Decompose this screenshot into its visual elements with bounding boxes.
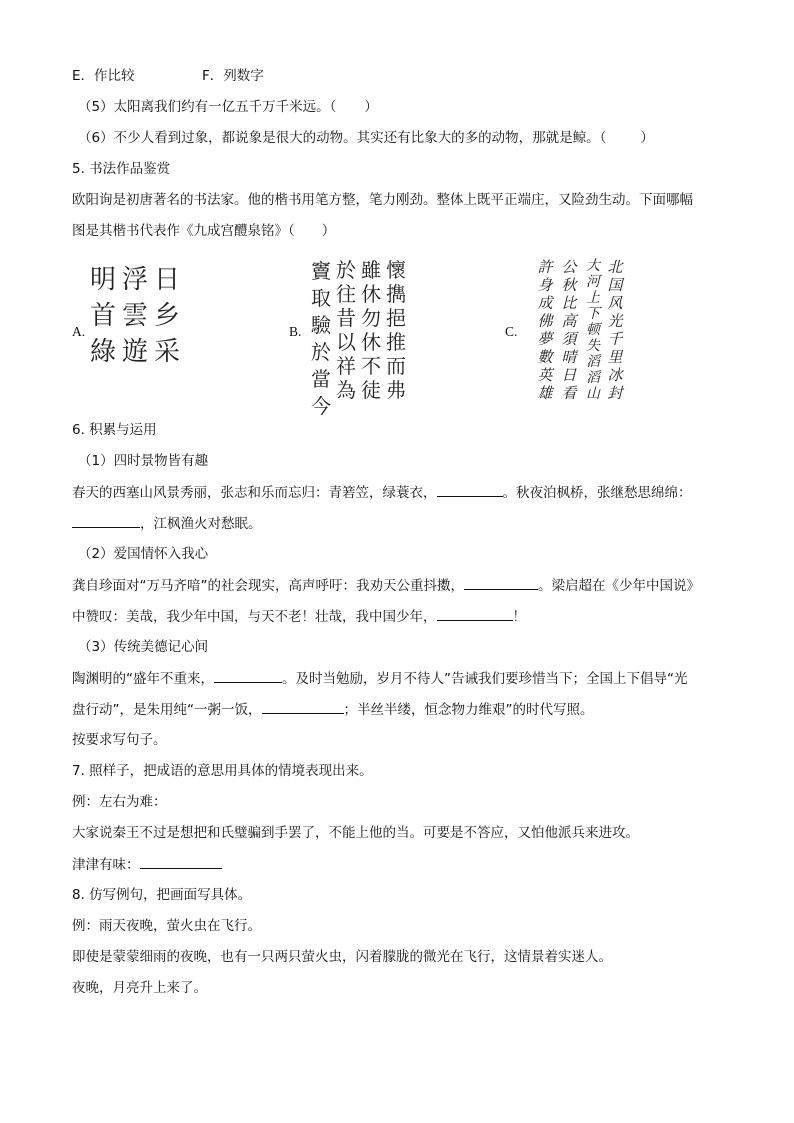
calligraphy-image-b: 懷擕挹推而弗 雖休勿休不徒 於往昔以祥為 竇取驗於當今 xyxy=(311,258,406,418)
q6-section3-line2: 盘行动”，是朱用纯“一粥一饭， ；半丝半缕，恒念物力维艰”的时代写照。 xyxy=(72,699,594,720)
instruction-text: 按要求写句子。 xyxy=(72,732,167,748)
answer-blank[interactable] xyxy=(437,482,503,497)
option-f: F．列数字 xyxy=(202,68,264,84)
q7-example-label: 例：左右为难： xyxy=(72,794,167,810)
q8-task: 夜晚，月亮升上来了。 xyxy=(72,980,207,996)
answer-blank[interactable] xyxy=(214,668,282,683)
question-5-line2: 图是其楷书代表作《九成宫醴泉铭》（ ） xyxy=(72,223,336,239)
q6-section2-line2: 中赞叹：美哉，我少年中国，与天不老！壮哉，我中国少年， ！ xyxy=(72,606,526,627)
answer-blank[interactable] xyxy=(464,575,538,590)
question-8-title: 8. 仿写例句，把画面写具体。 xyxy=(72,887,252,903)
q6-section1-line1: 春天的西塞山风景秀丽，张志和乐而忘归：青箬笠，绿蓑衣， 。秋夜泊枫桥，张继愁思绵绵： xyxy=(72,482,692,503)
q6-section3-line1: 陶渊明的“盛年不重来， 。及时当勉励，岁月不待人”告诫我们要珍惜当下；全国上下倡导“光 xyxy=(72,668,688,689)
q6-section1-line2: ，江枫渔火对愁眠。 xyxy=(72,513,262,534)
question-7-title: 7. 照样子，把成语的意思用具体的情境表现出来。 xyxy=(72,763,373,779)
question-5-title: 5. 书法作品鉴赏 xyxy=(72,161,171,177)
q7-example-text: 大家说秦王不过是想把和氏璧骗到手罢了，不能上他的当。可要是不答应，又怕他派兵来进攻。 xyxy=(72,825,639,841)
q6-section2-title: （2）爱国情怀入我心 xyxy=(78,546,209,562)
q8-example: 例：雨天夜晚，萤火虫在飞行。 xyxy=(72,918,261,934)
answer-blank[interactable] xyxy=(437,606,513,621)
option-e: E．作比较 xyxy=(72,68,135,84)
q6-section3-title: （3）传统美德记心间 xyxy=(78,639,209,655)
option-a-label: A. xyxy=(72,324,86,339)
q5-item: （5）太阳离我们约有一亿五千万千米远。（ ） xyxy=(78,99,378,115)
option-b-label: B. xyxy=(289,324,302,339)
q6-section1-title: （1）四时景物皆有趣 xyxy=(78,453,209,469)
calligraphy-image-c: 北国风光千里冰封 大河上下顿失滔滔山 公秋比高須晴日看 許身成佛夢數英雄 xyxy=(537,258,623,402)
q7-task: 津津有味： xyxy=(72,854,222,875)
calligraphy-image-a: 日乡采 浮雲遊 明首綠 xyxy=(89,265,180,367)
q6-item: （6）不少人看到过象，都说象是很大的动物。其实还有比象大的多的动物，那就是鲸。（ ） xyxy=(78,130,654,146)
q6-section2-line1: 龚自珍面对“万马齐喑”的社会现实，高声呼吁：我劝天公重抖擞， 。梁启超在《少年中国说》 xyxy=(72,575,700,596)
option-c-label: C. xyxy=(505,324,518,339)
answer-blank[interactable] xyxy=(140,854,222,869)
answer-blank[interactable] xyxy=(262,699,344,714)
question-6-title: 6. 积累与运用 xyxy=(72,422,157,438)
question-5-line1: 欧阳询是初唐著名的书法家。他的楷书用笔方整，笔力刚劲。整体上既平正端庄，又险劲生动。下面哪幅 xyxy=(72,192,693,208)
answer-blank[interactable] xyxy=(72,513,140,528)
q8-expanded: 即使是蒙蒙细雨的夜晚，也有一只两只萤火虫，闪着朦胧的微光在飞行，这情景着实迷人。 xyxy=(72,949,612,965)
options-line xyxy=(72,66,264,86)
